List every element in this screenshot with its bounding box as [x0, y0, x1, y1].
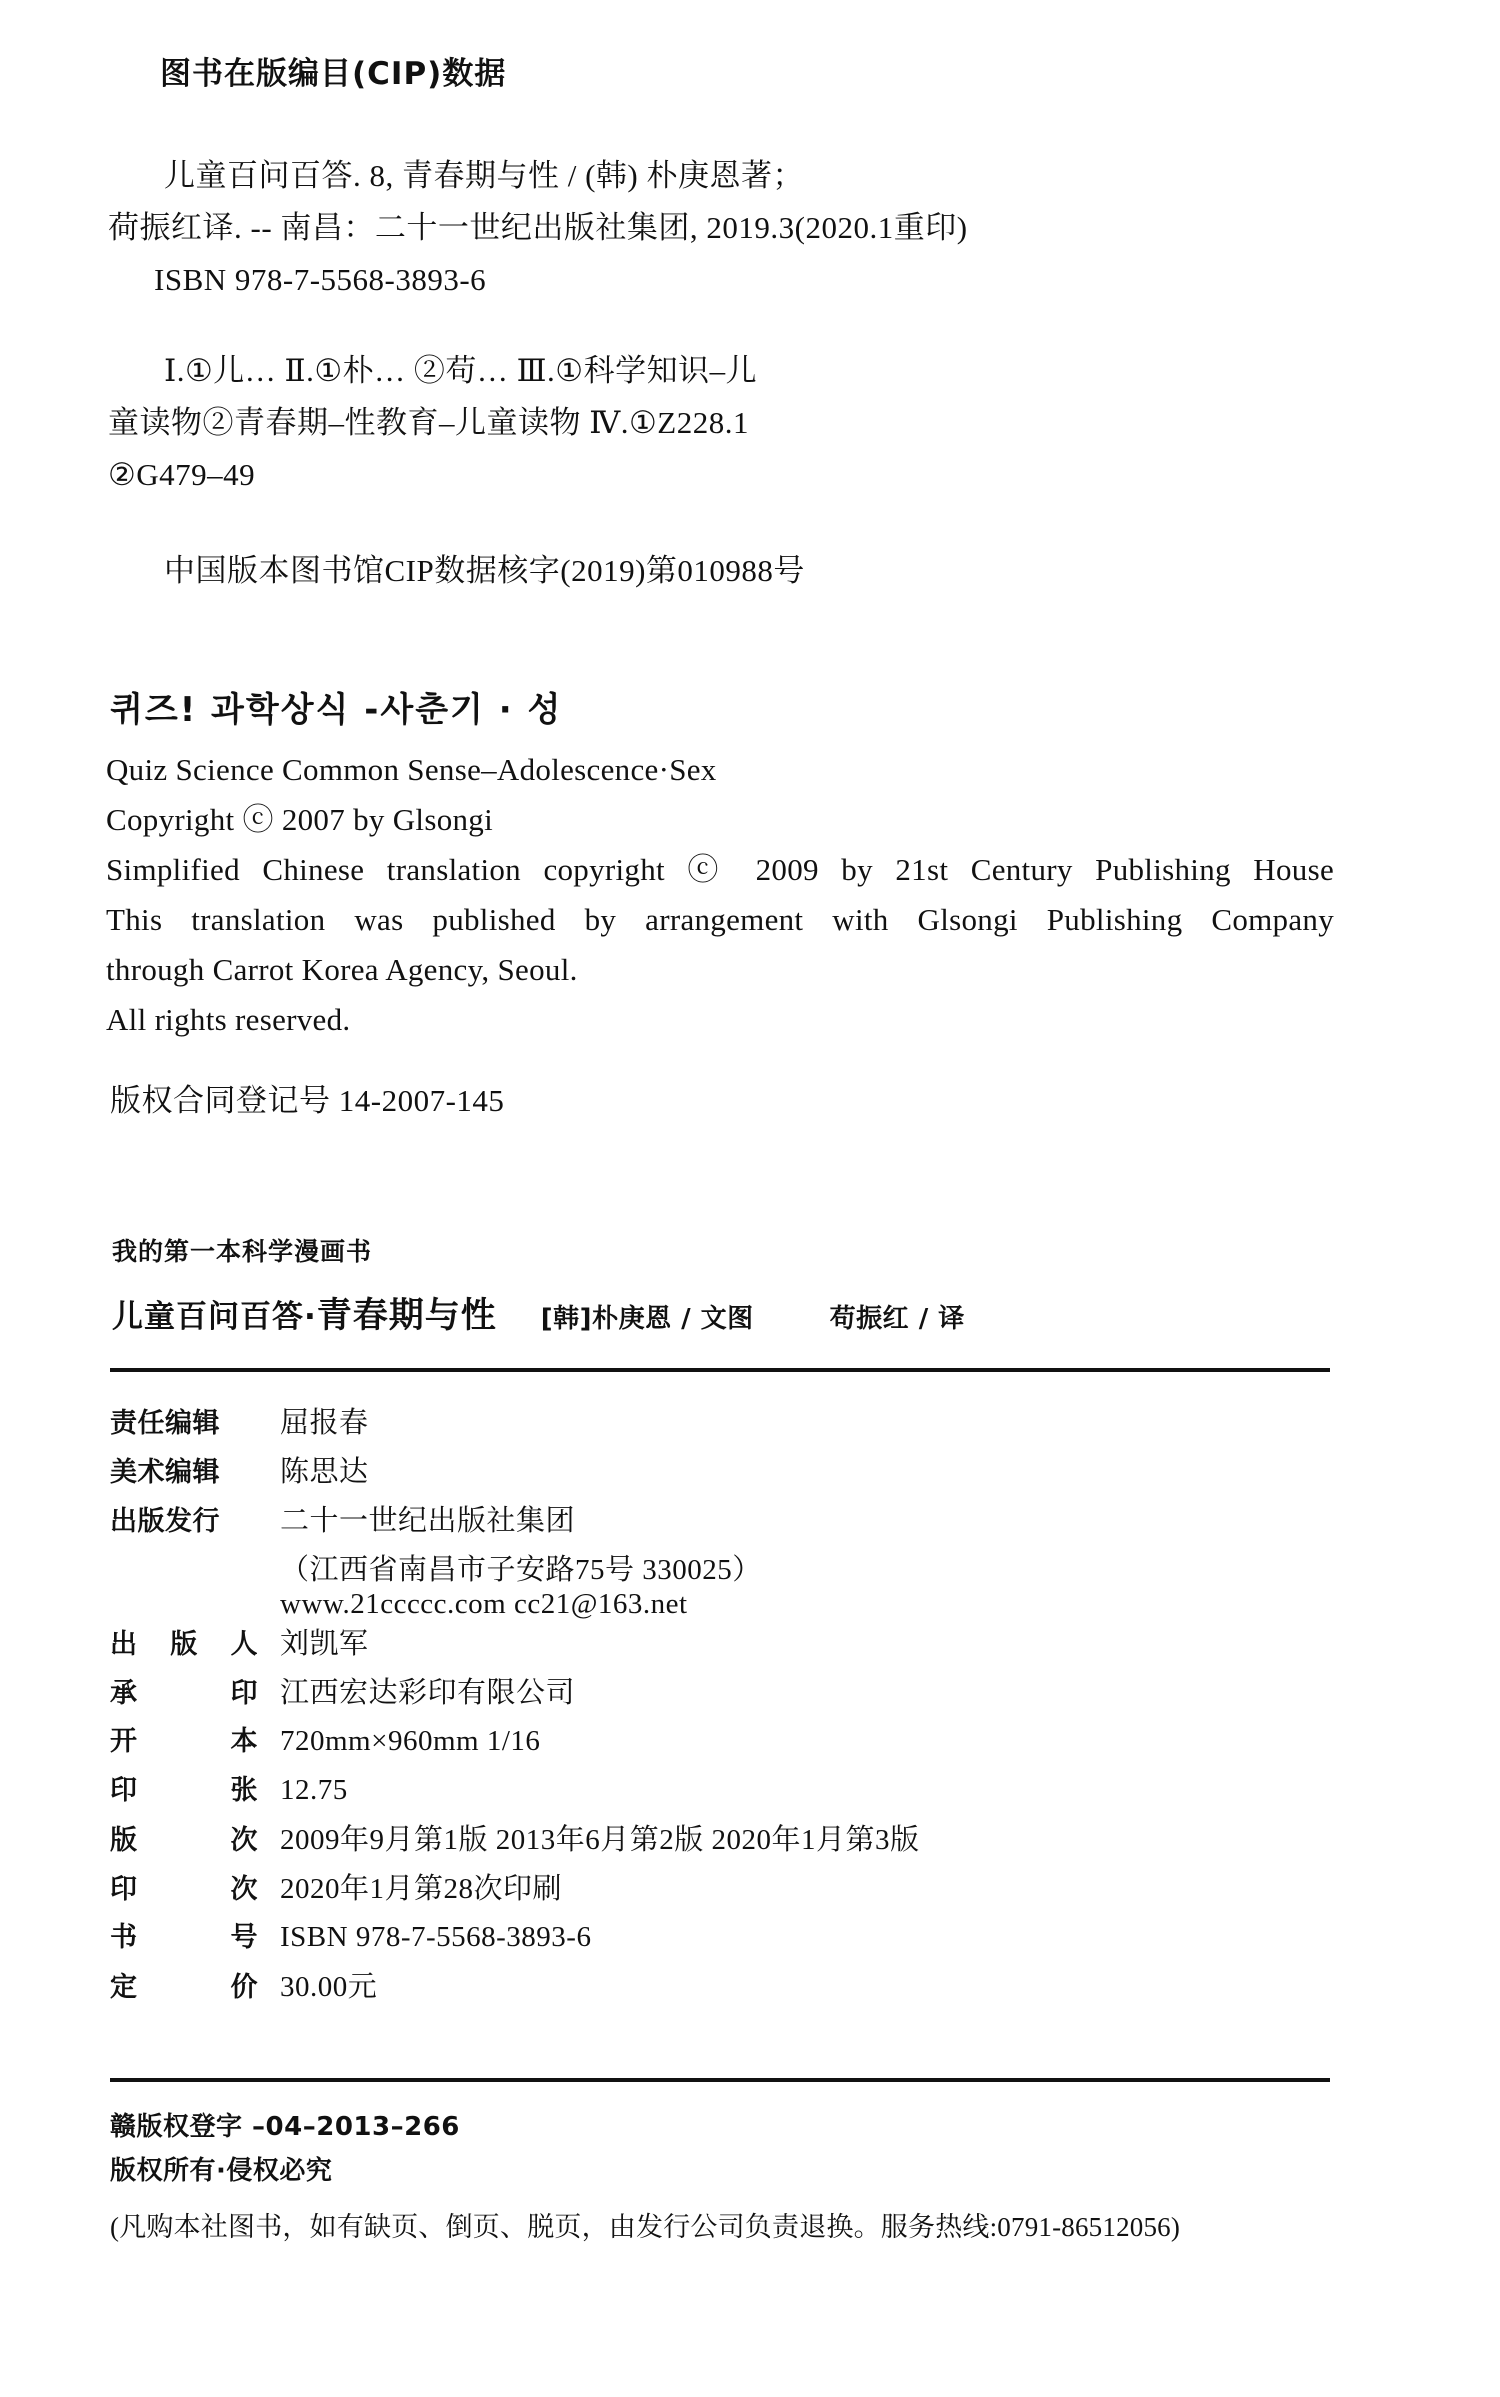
- copyright-line-5: through Carrot Korea Agency, Seoul.: [106, 952, 578, 987]
- page-footer: [110, 2105, 1400, 2251]
- cip-header: 图书在版编目(CIP)数据: [160, 56, 507, 92]
- imprint-value: 2009年9月第1版 2013年6月第2版 2020年1月第3版: [280, 1824, 920, 1856]
- imprint-row-isbn: [110, 1915, 1340, 1964]
- imprint-value: 屈报春: [280, 1407, 369, 1439]
- imprint-row-printing: [110, 1866, 1340, 1915]
- copyright-line-1: Quiz Science Common Sense–Adolescence·Sex: [106, 752, 717, 787]
- imprint-label: 出 版 人: [110, 1629, 258, 1660]
- imprint-label: 印 张: [110, 1775, 258, 1806]
- imprint-label: 开 本: [110, 1726, 258, 1757]
- imprint-row-format: [110, 1719, 1340, 1768]
- divider-bottom: [110, 2078, 1330, 2082]
- footer-rights-statement: 版权所有·侵权必究: [110, 2156, 333, 2186]
- imprint-label: 责任编辑: [110, 1408, 220, 1439]
- imprint-publisher-contact: www.21ccccc.com cc21@163.net: [280, 1588, 688, 1620]
- footer-service-note: (凡购本社图书，如有缺页、倒页、脱页，由发行公司负责退换。服务热线:0791-86512056): [110, 2212, 1181, 2242]
- imprint-value: 刘凯军: [280, 1628, 369, 1660]
- series-name: 我的第一本科学漫画书: [112, 1237, 373, 1266]
- imprint-label: 印 次: [110, 1874, 258, 1905]
- imprint-label: 承 印: [110, 1678, 258, 1709]
- book-author-credit: [韩]朴庚恩 / 文图: [540, 1304, 754, 1334]
- imprint-label: 出版发行: [110, 1506, 220, 1537]
- imprint-table: [110, 1400, 1340, 2013]
- korean-original-title: 퀴즈! 과학상식 -사춘기 · 성: [110, 690, 563, 730]
- imprint-row-publisher-person: [110, 1621, 1340, 1670]
- cip-classification: [108, 345, 1348, 501]
- imprint-publisher-address: （江西省南昌市子安路75号 330025）: [280, 1554, 762, 1586]
- cip-line-2: 荷振红译. -- 南昌：二十一世纪出版社集团, 2019.3(2020.1重印): [108, 210, 968, 245]
- divider-top: [110, 1368, 1330, 1372]
- book-title-prefix: 儿童百问百答·: [112, 1299, 317, 1335]
- imprint-row-publisher: [110, 1498, 1340, 1547]
- book-title-row: [112, 1288, 1292, 1338]
- imprint-row-sheets: [110, 1768, 1340, 1817]
- imprint-label: 书 号: [110, 1922, 258, 1953]
- imprint-label: 定 价: [110, 1972, 258, 2003]
- cip-body: [108, 150, 1338, 306]
- imprint-row-responsible-editor: [110, 1400, 1340, 1449]
- book-title-main: 青春期与性: [316, 1296, 497, 1336]
- imprint-label: 版 次: [110, 1825, 258, 1856]
- imprint-row-edition: [110, 1817, 1340, 1866]
- cip-registration-number: 中国版本图书馆CIP数据核字(2019)第010988号: [164, 553, 805, 588]
- imprint-value: ISBN 978-7-5568-3893-6: [280, 1921, 592, 1953]
- cip-line-3: ISBN 978-7-5568-3893-6: [154, 262, 487, 297]
- cip-line-1: 儿童百问百答. 8, 青春期与性 / (韩) 朴庚恩著；: [164, 158, 805, 193]
- copyright-line-2: Copyright ⓒ 2007 by Glsongi: [106, 802, 494, 837]
- imprint-value: 2020年1月第28次印刷: [280, 1873, 563, 1905]
- imprint-value: 江西宏达彩印有限公司: [280, 1677, 576, 1709]
- imprint-value: 陈思达: [280, 1456, 369, 1488]
- imprint-row-price: [110, 1964, 1340, 2013]
- copyright-line-6: All rights reserved.: [106, 1002, 351, 1037]
- book-translator-credit: 苟振红 / 译: [829, 1304, 965, 1334]
- imprint-value: 30.00元: [280, 1971, 378, 2003]
- copyright-line-3: Simplified Chinese translation copyright ⓒ 2009 by 21st Century Publishing House: [106, 852, 1334, 887]
- imprint-row-art-editor: [110, 1449, 1340, 1498]
- imprint-value: 12.75: [280, 1774, 348, 1806]
- english-copyright-block: [106, 745, 1336, 1045]
- copyright-line-4: This translation was published by arrangement with Glsongi Publishing Company: [106, 902, 1334, 937]
- cip-class-line-1: Ⅰ.①儿… Ⅱ.①朴… ②苟… Ⅲ.①科学知识–儿: [164, 353, 758, 388]
- imprint-value: 二十一世纪出版社集团: [280, 1505, 576, 1537]
- imprint-value: 720mm×960mm 1/16: [280, 1725, 541, 1757]
- imprint-row-printer: [110, 1670, 1340, 1719]
- copyright-contract-number: 版权合同登记号 14-2007-145: [110, 1083, 505, 1118]
- cip-class-line-3: ②G479–49: [108, 457, 256, 492]
- footer-registration: 赣版权登字 –04–2013–266: [110, 2112, 460, 2142]
- imprint-label: 美术编辑: [110, 1457, 220, 1488]
- cip-class-line-2: 童读物②青春期–性教育–儿童读物 Ⅳ.①Z228.1: [108, 405, 749, 440]
